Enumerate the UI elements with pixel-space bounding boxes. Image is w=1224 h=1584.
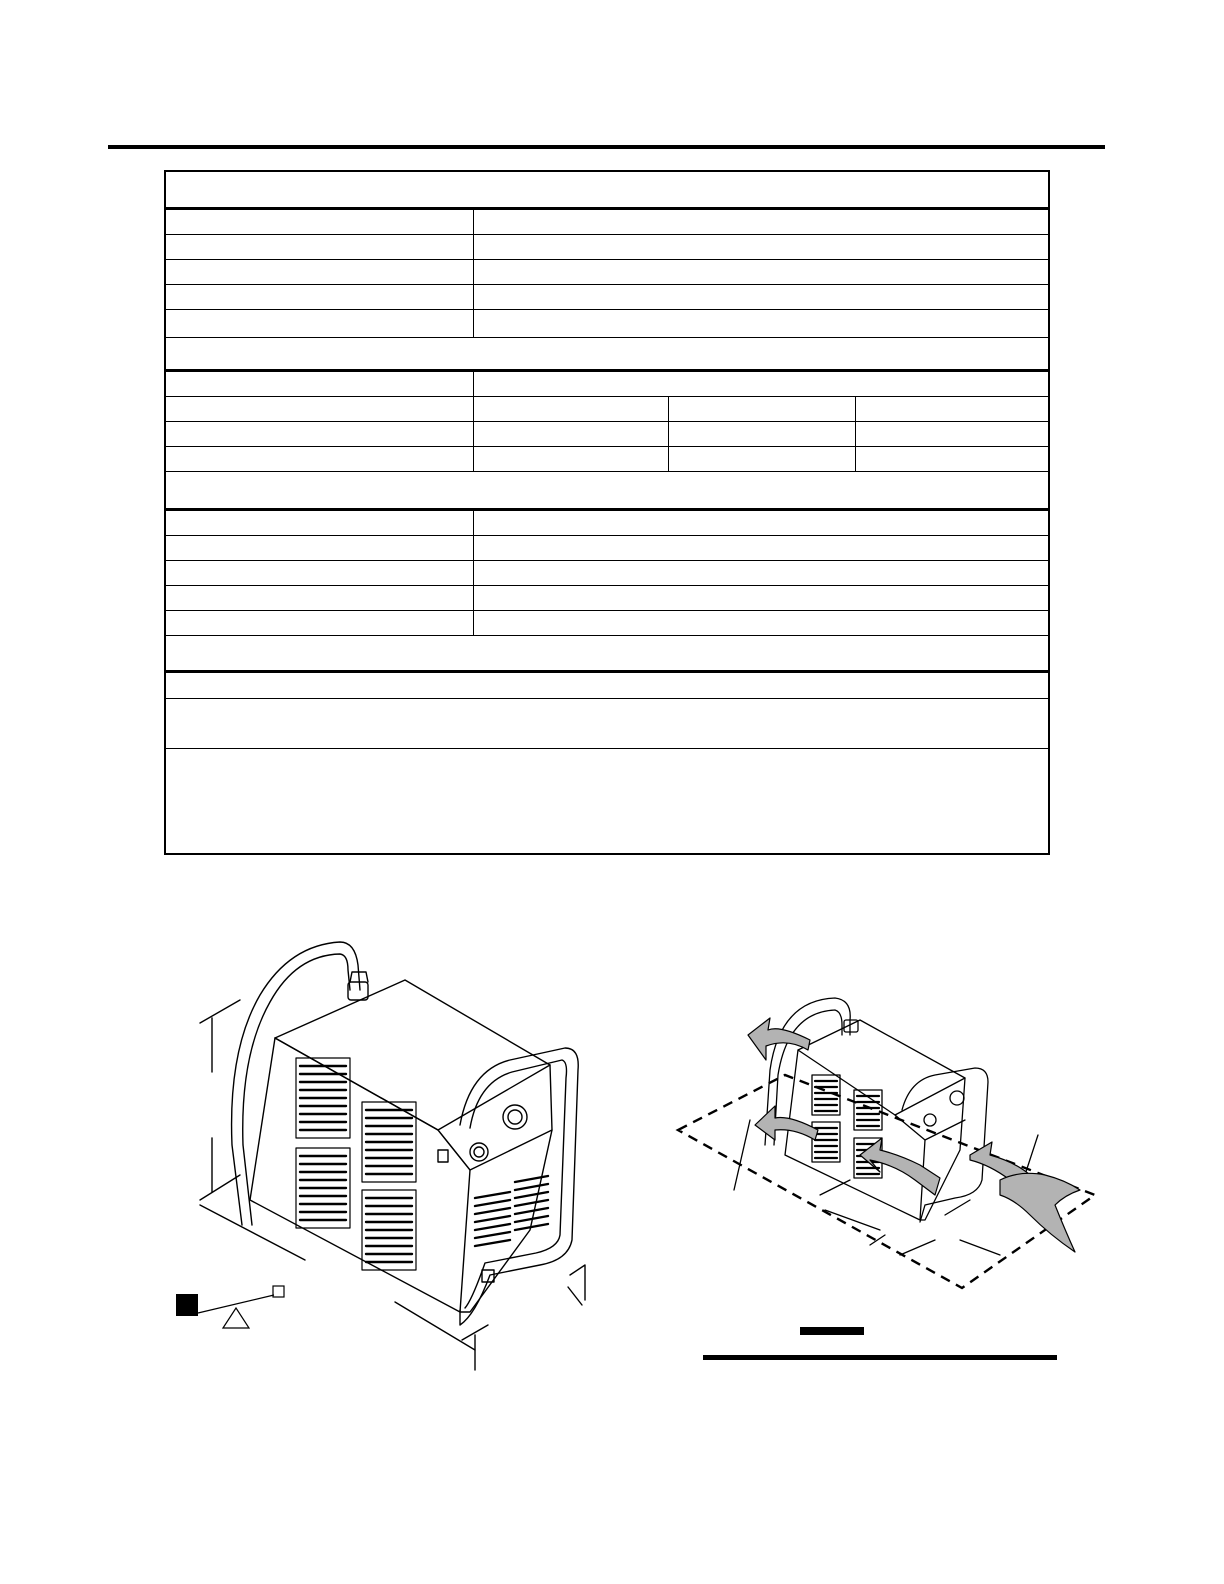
table-row (166, 397, 1048, 422)
caption-marker (800, 1327, 864, 1335)
figure-caption-rule (703, 1355, 1057, 1360)
header-rule (108, 145, 1105, 149)
table-row (166, 210, 1048, 235)
table-row (166, 511, 1048, 536)
table-row (166, 447, 1048, 472)
table-row (166, 749, 1048, 853)
table-section-header (166, 338, 1048, 372)
specifications-table (164, 170, 1050, 855)
table-section-header (166, 172, 1048, 210)
unit-dimensions-figure (170, 930, 600, 1380)
table-row (166, 611, 1048, 636)
table-row (166, 260, 1048, 285)
table-row (166, 372, 1048, 397)
table-row (166, 422, 1048, 447)
table-row (166, 561, 1048, 586)
airflow-clearance-figure (670, 990, 1100, 1290)
table-row (166, 285, 1048, 310)
table-row (166, 673, 1048, 699)
table-section-header (166, 472, 1048, 511)
table-row (166, 536, 1048, 561)
table-row (166, 699, 1048, 749)
table-row (166, 235, 1048, 260)
weight-balance-icon (176, 1286, 284, 1328)
table-row (166, 310, 1048, 338)
table-row (166, 586, 1048, 611)
table-section-header (166, 636, 1048, 673)
